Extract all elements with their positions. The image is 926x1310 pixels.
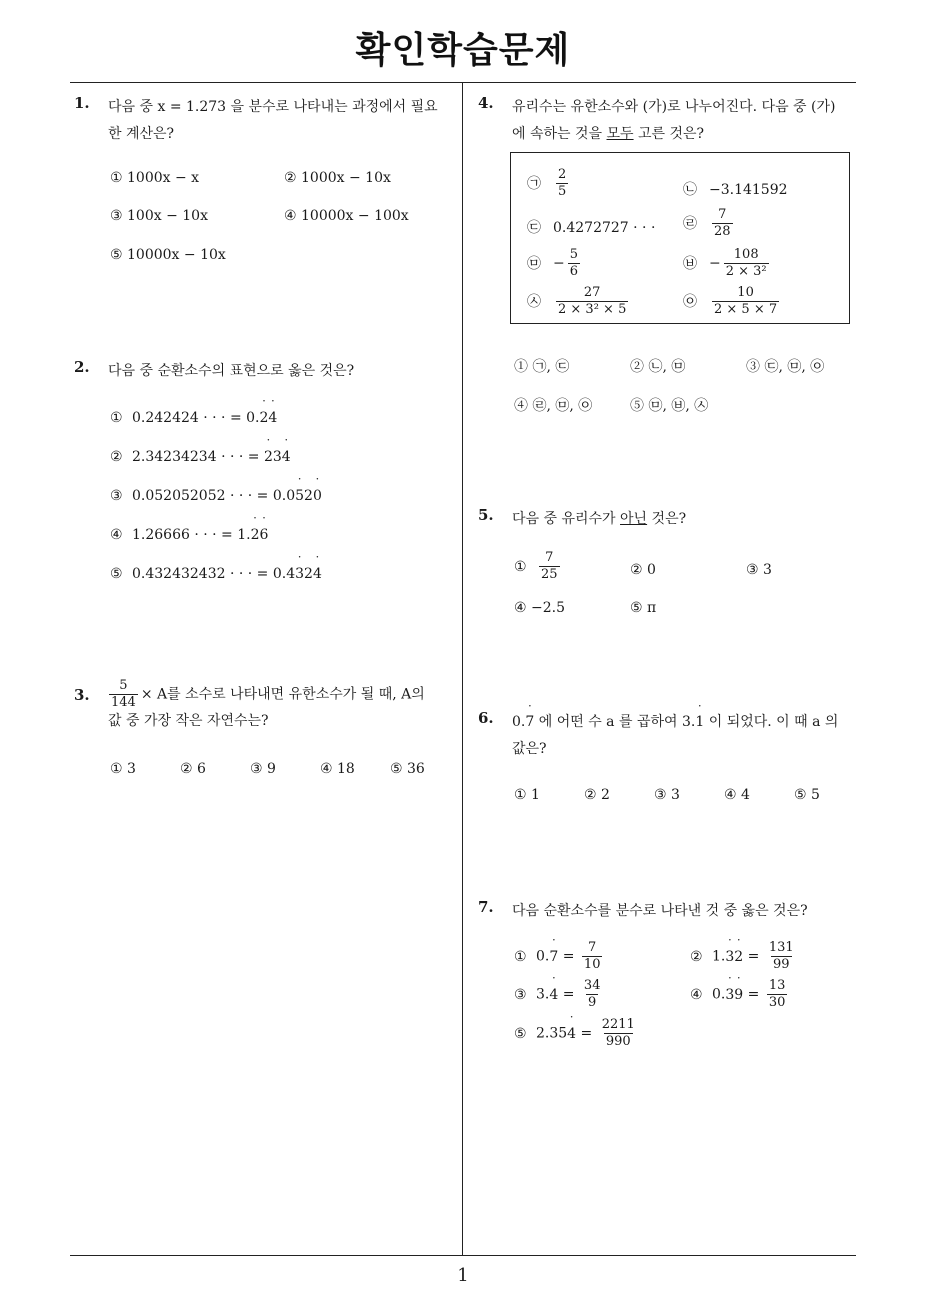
fraction (582, 940, 603, 973)
option-3[interactable]: ③ 9 (250, 761, 276, 777)
repeating-digit: 3 ˙ (725, 949, 734, 965)
fraction (712, 285, 779, 318)
choices-box (510, 152, 850, 324)
question-1 (74, 94, 459, 274)
bottom-rule (70, 1255, 856, 1256)
option-1[interactable] (514, 940, 605, 973)
repeating-digit: 2 (304, 566, 313, 582)
question-line: 다음 순환소수를 분수로 나타낸 것 중 옳은 것은? (512, 903, 808, 919)
repeating-digit: 4 ˙ (549, 987, 558, 1003)
fraction (724, 247, 769, 280)
question-line: 다음 중 순환소수의 표현으로 옳은 것은? (108, 363, 355, 379)
item-marker: ㉧ (683, 293, 697, 310)
fraction-numerator: 13 (768, 978, 786, 993)
question-text (106, 678, 425, 711)
option-marker: ④ (110, 527, 123, 543)
repeating-digit: 4 ˙ (268, 410, 277, 426)
equals-sign: = (743, 986, 764, 1003)
repeating-digit: 7 ˙ (525, 709, 534, 736)
fraction (556, 285, 628, 318)
option-5[interactable] (110, 566, 322, 582)
repeating-digit: 3 ˙ (725, 987, 734, 1003)
equals-sign: = (576, 1025, 597, 1042)
text-segment: 1.26666 · · · = 1. (132, 527, 251, 543)
option-1[interactable] (514, 550, 563, 583)
option-marker: ③ (110, 488, 123, 504)
option-4[interactable] (110, 527, 268, 543)
repeating-digit: 2 ˙ (734, 949, 743, 965)
question-text (512, 506, 686, 533)
fraction-denominator: 9 (588, 995, 597, 1010)
fraction (582, 978, 603, 1011)
option-1[interactable]: ① ㉠, ㉢ (514, 359, 570, 375)
text-segment: 0.052052052 · · · = 0.0 (132, 488, 296, 504)
fraction-numerator: 5 (119, 678, 128, 693)
text-segment: 3. (536, 986, 550, 1003)
item-marker: ㉦ (527, 293, 541, 310)
fraction (109, 678, 138, 711)
fraction-numerator: 108 (733, 247, 759, 262)
underlined-text: 모두 (606, 126, 634, 142)
item-marker: ㉠ (527, 175, 541, 192)
fraction (767, 978, 788, 1011)
fraction-denominator: 99 (772, 957, 790, 972)
option-3[interactable]: ③ 3 (746, 562, 772, 578)
repeating-digit: 5 ˙ (295, 488, 304, 504)
question-line (512, 506, 686, 533)
item-marker: ㉥ (683, 255, 697, 272)
question-number: 1. (74, 94, 90, 112)
option-5[interactable]: ⑤ π (630, 600, 657, 616)
question-line: 한 계산은? (108, 126, 175, 142)
question-number: 2. (74, 358, 90, 376)
top-rule (70, 82, 856, 83)
question-number: 6. (478, 709, 494, 727)
option-marker: ④ (690, 986, 703, 1003)
box-item-a (527, 167, 571, 200)
text-segment: 1. (712, 948, 726, 965)
item-value: 0.4272727 · · · (553, 220, 656, 236)
fraction-numerator: 7 (718, 207, 727, 222)
option-5[interactable]: ⑤ 5 (794, 787, 820, 803)
repeating-digit: 3 ˙ (295, 566, 304, 582)
option-marker: ① (514, 948, 527, 965)
text-segment: 것은? (647, 511, 687, 527)
option-2[interactable]: ② 1000x − 10x (284, 170, 391, 186)
box-item-d (683, 207, 736, 240)
fraction-numerator: 27 (583, 285, 601, 300)
repeating-digit: 0 ˙ (313, 488, 322, 504)
text-segment: 2.35 (536, 1025, 568, 1042)
fraction (556, 167, 568, 200)
question-number: 7. (478, 898, 494, 916)
equals-sign: = (558, 948, 579, 965)
question-4 (478, 94, 863, 150)
fraction (600, 1017, 637, 1050)
item-marker: ㉢ (527, 220, 541, 236)
fraction-numerator: 2211 (601, 1017, 635, 1032)
sign: − (553, 255, 565, 272)
option-1[interactable]: ① 1000x − x (110, 170, 200, 186)
item-marker: ㉤ (527, 255, 541, 272)
question-line: 유리수는 유한소수와 (가)로 나누어진다. 다음 중 (가) (512, 99, 836, 115)
fraction-denominator: 28 (714, 224, 731, 239)
fraction-denominator: 144 (111, 695, 136, 710)
repeating-digit: 2 ˙ (264, 449, 273, 465)
fraction-denominator: 5 (558, 184, 567, 199)
question-line: × A를 소수로 나타내면 유한소수가 될 때, A의 (140, 686, 425, 703)
equals-sign: = (743, 948, 764, 965)
text-segment: 0. (512, 714, 526, 730)
text-segment: 이 되었다. 이 때 a 의 (704, 714, 839, 730)
option-marker: ① (110, 410, 123, 426)
text-segment: 에 속하는 것을 (512, 126, 607, 142)
option-4[interactable]: ④ 18 (320, 761, 355, 777)
fraction-denominator: 30 (768, 995, 786, 1010)
question-text (512, 709, 838, 763)
fraction (568, 247, 580, 280)
option-5[interactable] (514, 1017, 640, 1050)
option-5[interactable]: ⑤ 10000x − 10x (110, 247, 226, 263)
question-3 (74, 678, 459, 788)
question-text (512, 898, 808, 925)
option-marker: ② (110, 449, 123, 465)
option-3[interactable] (110, 488, 322, 504)
question-5 (478, 506, 863, 626)
repeating-digit: 2 (304, 488, 313, 504)
question-line: 값 중 가장 작은 자연수는? (108, 713, 269, 729)
option-marker: ① (514, 558, 527, 575)
text-segment: 0. (536, 948, 550, 965)
repeating-digit: 3 (272, 449, 282, 465)
repeating-digit: 4 ˙ (567, 1026, 576, 1042)
option-4[interactable]: ④ 10000x − 100x (284, 208, 409, 224)
repeating-digit: 4 ˙ (282, 449, 291, 465)
fraction-numerator: 7 (588, 940, 597, 955)
fraction-numerator: 131 (768, 940, 794, 955)
fraction-numerator: 10 (737, 285, 754, 300)
option-marker: ⑤ (514, 1025, 527, 1042)
option-5[interactable]: ⑤ 36 (390, 761, 425, 777)
option-3[interactable]: ③ 3 (654, 787, 680, 803)
fraction-denominator: 25 (541, 567, 558, 582)
fraction (767, 940, 796, 973)
page-number: 1 (457, 1265, 469, 1286)
repeating-digit: 4 ˙ (313, 566, 322, 582)
fraction-denominator: 10 (583, 957, 601, 972)
option-3[interactable]: ③ 100x − 10x (110, 208, 208, 224)
box-item-g (527, 285, 631, 318)
fraction-denominator: 990 (605, 1034, 631, 1049)
sign: − (709, 255, 721, 272)
question-number: 4. (478, 94, 494, 112)
column-divider (462, 83, 463, 1256)
repeating-digit: 6 ˙ (260, 527, 269, 543)
option-4[interactable]: ④ −2.5 (514, 600, 565, 616)
box-item-c (527, 217, 655, 237)
underlined-text: 아닌 (620, 511, 648, 527)
repeating-digit: 1 ˙ (695, 709, 704, 736)
question-line (512, 121, 835, 148)
repeating-digit: 9 ˙ (734, 987, 743, 1003)
fraction (539, 550, 560, 583)
fraction-denominator: 2 × 5 × 7 (714, 302, 778, 317)
question-line: 다음 중 x = 1.273 을 분수로 나타내는 과정에서 필요 (108, 99, 438, 115)
option-marker: ② (690, 948, 703, 965)
text-segment: 고른 것은? (633, 126, 705, 142)
option-1[interactable]: ① 3 (110, 761, 136, 777)
fraction-denominator: 2 × 3² (725, 264, 767, 279)
item-value: −3.141592 (709, 182, 788, 198)
text-segment: 0.432432432 · · · = 0.4 (132, 566, 296, 582)
item-marker: ㉡ (683, 182, 697, 198)
option-2[interactable]: ② 6 (180, 761, 206, 777)
fraction-numerator: 5 (569, 247, 579, 262)
box-item-f (683, 247, 772, 280)
box-item-h (683, 285, 782, 318)
option-2[interactable] (110, 449, 291, 465)
text-segment: 다음 중 유리수가 (512, 511, 621, 527)
question-6 (478, 709, 863, 809)
question-text (512, 94, 835, 148)
fraction (712, 207, 733, 240)
fraction-denominator: 6 (569, 264, 579, 279)
fraction-numerator: 7 (545, 550, 554, 565)
repeating-digit: 2 ˙ (260, 410, 269, 426)
question-text (108, 94, 438, 148)
option-2[interactable]: ② 0 (630, 562, 656, 578)
question-number: 3. (74, 686, 90, 704)
box-item-b (683, 179, 788, 199)
question-line: 값은? (512, 741, 547, 757)
text-segment: 0.242424 · · · = 0. (132, 410, 260, 426)
option-3[interactable]: ③ ㉢, ㉤, ㉧ (746, 359, 825, 375)
item-marker: ㉣ (683, 215, 697, 232)
option-3[interactable] (514, 978, 605, 1011)
option-4[interactable] (690, 978, 790, 1011)
question-4-options (478, 356, 863, 416)
repeating-digit: 2 ˙ (251, 527, 260, 543)
text-segment: 0. (712, 986, 726, 1003)
option-2[interactable]: ② ㉡, ㉤ (630, 359, 686, 375)
repeating-digit: 7 ˙ (549, 949, 558, 965)
box-item-e (527, 247, 583, 280)
question-line (512, 709, 838, 736)
option-2[interactable] (690, 940, 799, 973)
text-segment: 에 어떤 수 a 를 곱하여 3. (534, 714, 696, 730)
fraction-numerator: 2 (558, 167, 567, 182)
option-5[interactable]: ⑤ ㉤, ㉥, ㉦ (630, 398, 709, 414)
option-marker: ③ (514, 986, 527, 1003)
question-text (108, 358, 354, 385)
option-1[interactable] (110, 410, 277, 426)
option-2[interactable]: ② 2 (584, 787, 610, 803)
fraction-denominator: 2 × 3² × 5 (558, 302, 627, 317)
equals-sign: = (558, 986, 579, 1003)
option-4[interactable]: ④ ㉣, ㉤, ㉧ (514, 398, 593, 414)
question-number: 5. (478, 506, 494, 524)
page-title: 확인학습문제 (355, 30, 571, 71)
option-4[interactable]: ④ 4 (724, 787, 750, 803)
text-segment: 2.34234234 · · · = (132, 449, 264, 465)
option-marker: ⑤ (110, 566, 123, 582)
option-1[interactable]: ① 1 (514, 787, 540, 803)
fraction-numerator: 34 (583, 978, 601, 993)
question-2 (74, 358, 459, 598)
question-7 (478, 898, 863, 1068)
